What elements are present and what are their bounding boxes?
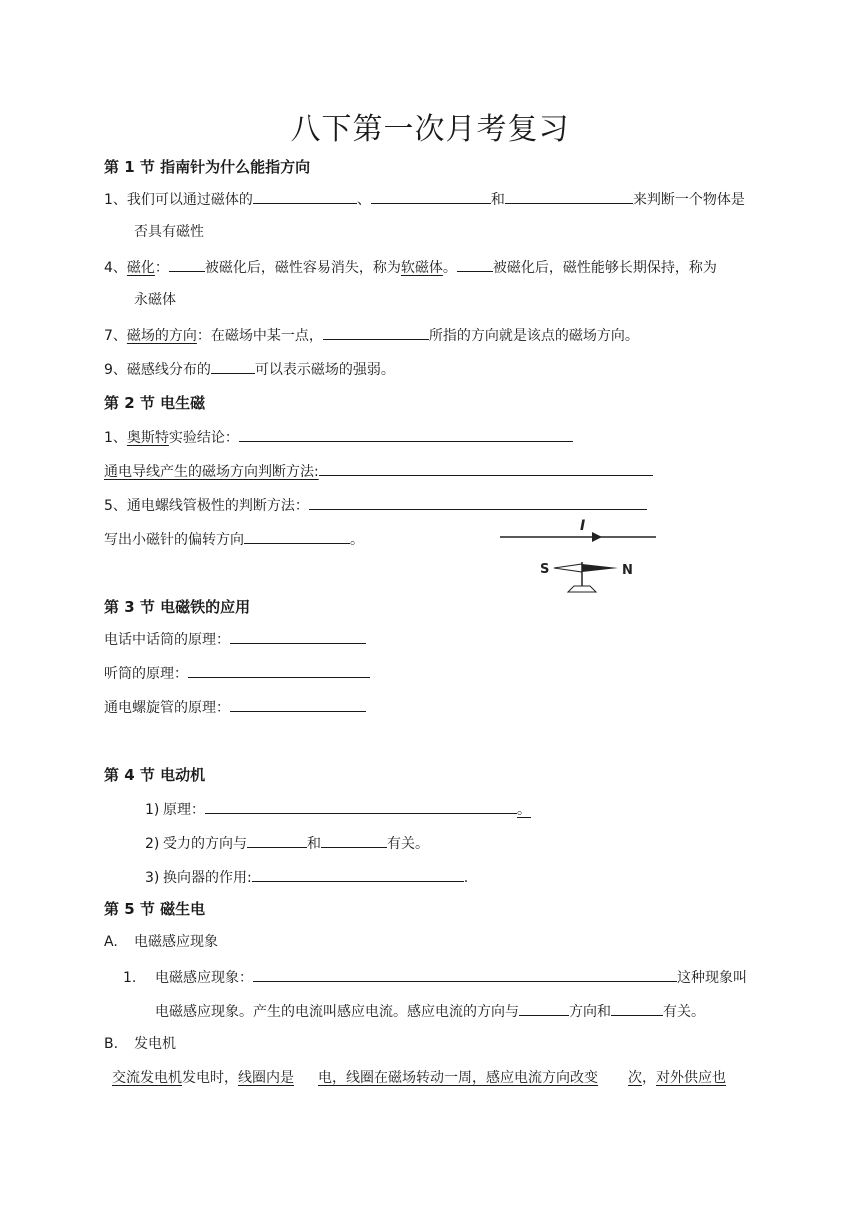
s2-q6-period: 。 <box>350 532 364 548</box>
s1-q1-text-a: 1、我们可以通过磁体的 <box>104 192 253 208</box>
s2-q1-prefix: 1、 <box>104 430 127 446</box>
s5-q1-text-a: 电磁感应现象： <box>155 970 253 986</box>
s3-q2-text: 听筒的原理： <box>104 666 188 682</box>
s4-item-3 <box>145 866 468 888</box>
fill-blank[interactable] <box>230 696 366 712</box>
s3-question-3 <box>104 696 366 718</box>
needle-stand <box>568 586 596 592</box>
s2-question-1 <box>104 426 573 448</box>
s5-question-1-cont <box>155 1000 705 1022</box>
fill-blank[interactable] <box>505 188 633 204</box>
s4-item-1-period: 。 <box>517 802 531 818</box>
needle-north-half <box>582 564 618 572</box>
s4-item-3-number: 3) <box>145 870 160 886</box>
s2-q6-text: 写出小磁针的偏转方向 <box>104 532 244 548</box>
section-5-heading: 第 5 节 磁生电 <box>104 900 206 918</box>
fill-blank[interactable] <box>169 256 205 272</box>
s1-q4-colon: ： <box>154 260 169 276</box>
current-label: I <box>580 518 586 534</box>
section-3-heading: 第 3 节 电磁铁的应用 <box>104 598 251 616</box>
s2-question-2 <box>104 460 653 482</box>
s2-q2-text: 通电导线产生的磁场方向判断方法: <box>104 464 319 480</box>
s5-q1-number: 1. <box>123 970 137 986</box>
s4-item-2-text-c: 有关。 <box>387 836 429 852</box>
s1-question-4-cont: 永磁体 <box>134 292 176 308</box>
s4-item-1-text: 原理： <box>163 802 205 818</box>
s4-item-2-text-b: 和 <box>307 836 321 852</box>
fill-blank[interactable] <box>519 1000 569 1016</box>
fill-blank[interactable] <box>319 460 653 476</box>
s1-q1-sep2: 和 <box>490 192 505 208</box>
s4-item-1 <box>145 798 531 820</box>
s5-q1-text-e: 有关。 <box>663 1004 705 1020</box>
fill-blank[interactable] <box>188 662 370 678</box>
s5-generator-text-b: 发电时， <box>182 1070 238 1086</box>
section-1-heading: 第 1 节 指南针为什么能指方向 <box>104 158 311 176</box>
fill-blank[interactable] <box>211 358 255 374</box>
s2-question-6 <box>104 528 364 550</box>
s4-item-2-text-a: 受力的方向与 <box>163 836 247 852</box>
s1-q4-period: 。 <box>442 260 457 276</box>
s4-item-2-number: 2) <box>145 836 160 852</box>
s3-q3-text: 通电螺旋管的原理： <box>104 700 230 716</box>
s5-generator-change-text: ，线圈在磁场转动一周，感应电流方向改变 <box>332 1070 598 1086</box>
s5-a-label: A. <box>104 934 118 950</box>
s1-question-4 <box>104 256 717 278</box>
fill-blank[interactable] <box>309 494 647 510</box>
section-2-heading: 第 2 节 电生磁 <box>104 394 206 412</box>
fill-blank[interactable] <box>252 866 464 882</box>
s5-a-text: 电磁感应现象 <box>134 934 218 950</box>
s1-q7-text-a: ：在磁场中某一点， <box>196 328 323 344</box>
s2-q5-text: 5、通电螺线管极性的判断方法： <box>104 498 309 514</box>
s1-q9-text-a: 9、磁感线分布的 <box>104 362 211 378</box>
needle-south-half <box>554 564 582 572</box>
s1-q9-text-b: 可以表示磁场的强弱。 <box>254 362 395 378</box>
fill-blank[interactable] <box>611 1000 663 1016</box>
s1-q4-term: 磁化 <box>126 260 155 276</box>
s5-generator-coil <box>238 1070 332 1086</box>
fill-blank[interactable] <box>244 528 350 544</box>
south-pole-label: S <box>540 562 550 577</box>
s1-q4-prefix: 4、 <box>104 260 127 276</box>
s3-q1-text: 电话中话筒的原理： <box>104 632 230 648</box>
s1-q4-text-d: 被磁化后，磁性能够长期保持，称为 <box>492 260 717 276</box>
s5-generator-change-end: 次 <box>628 1070 642 1086</box>
s1-question-9 <box>104 358 395 380</box>
compass-needle-figure <box>496 512 666 596</box>
north-pole-label: N <box>622 563 633 578</box>
s1-question-1 <box>104 188 745 210</box>
section-4-heading: 第 4 节 电动机 <box>104 766 206 784</box>
s4-item-2 <box>145 832 429 854</box>
fill-blank[interactable] <box>253 188 357 204</box>
s1-q7-text-b: 所指的方向就是该点的磁场方向。 <box>428 328 639 344</box>
s2-q1-term: 奥斯特 <box>126 430 169 446</box>
s1-q1-text-b: 来判断一个物体是 <box>632 192 745 208</box>
fill-blank[interactable] <box>205 798 517 814</box>
s3-question-1 <box>104 628 366 650</box>
s5-q1-text-b: 这种现象叫 <box>677 970 747 986</box>
s5-generator-term-wrap <box>104 1070 182 1086</box>
s1-question-7 <box>104 324 639 346</box>
fill-blank[interactable] <box>247 832 307 848</box>
s5-generator-change <box>332 1070 642 1086</box>
s5-generator-comma: ， <box>642 1070 656 1086</box>
fill-blank[interactable] <box>457 256 493 272</box>
s4-item-1-number: 1) <box>145 802 160 818</box>
s2-q1-text: 实验结论： <box>168 430 239 446</box>
s1-q4-text-b: 被磁化后，磁性容易消失，称为 <box>204 260 401 276</box>
fill-blank[interactable] <box>239 426 573 442</box>
fill-blank[interactable] <box>253 966 677 982</box>
s1-q1-sep1: 、 <box>356 192 371 208</box>
fill-blank[interactable] <box>323 324 429 340</box>
s5-b-text: 发电机 <box>134 1036 176 1052</box>
fill-blank[interactable] <box>230 628 366 644</box>
s5-generator-coil-text: 线圈内是 <box>238 1070 294 1086</box>
fill-blank[interactable] <box>371 188 491 204</box>
s1-q7-prefix: 7、 <box>104 328 127 344</box>
s5-q1-text-d: 方向和 <box>569 1004 611 1020</box>
s5-subsection-b <box>104 1034 176 1054</box>
s1-q7-term: 磁场的方向 <box>126 328 197 344</box>
s4-item-3-period: . <box>463 870 469 886</box>
s5-generator-coil-end: 电 <box>318 1070 332 1086</box>
s5-question-1 <box>123 966 747 988</box>
s3-question-2 <box>104 662 370 684</box>
page-title: 八下第一次月考复习 <box>290 112 570 147</box>
s5-generator-term: 交流发电机 <box>112 1070 182 1086</box>
s5-q1-text-c: 电磁感应现象。产生的电流叫感应电流。感应电流的方向与 <box>155 1004 519 1020</box>
s1-q4-soft-magnet: 软磁体 <box>400 260 443 276</box>
s1-question-1-cont: 否具有磁性 <box>134 224 204 240</box>
s4-item-3-text: 换向器的作用: <box>163 870 252 886</box>
current-arrow-icon <box>592 532 602 542</box>
fill-blank[interactable] <box>321 832 387 848</box>
s5-subsection-a <box>104 932 218 952</box>
s5-b-label: B. <box>104 1036 119 1052</box>
s5-generator-supply: 对外供应也 <box>656 1070 726 1086</box>
s5-generator-line <box>104 1068 726 1088</box>
